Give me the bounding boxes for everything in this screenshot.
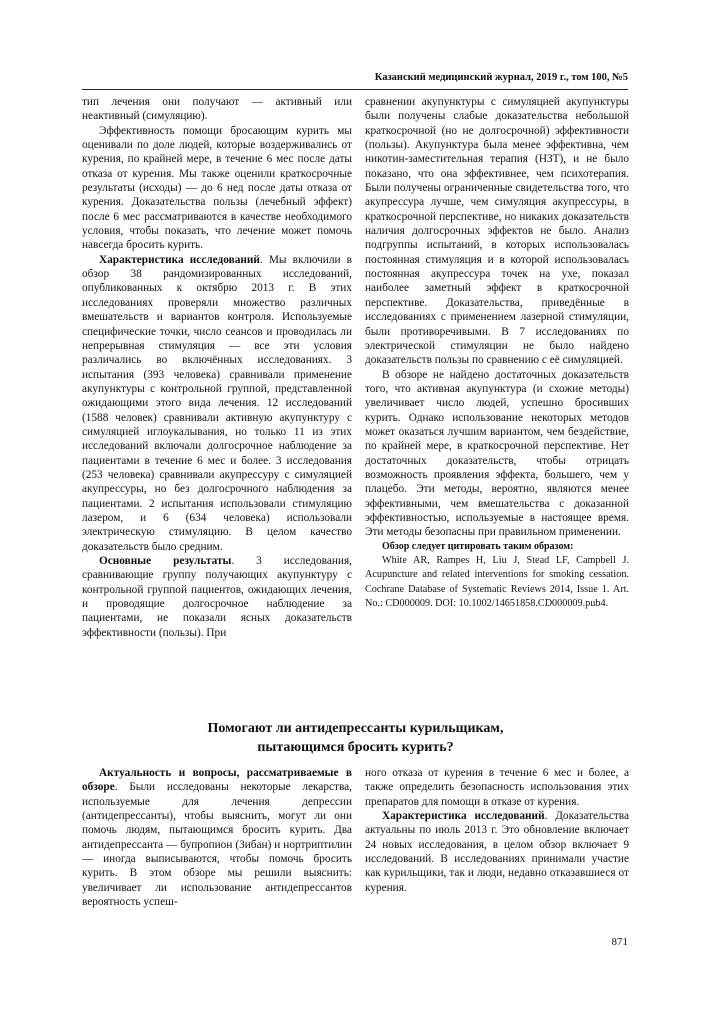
paragraph: сравнении акупунктуры с симуляцией акупунктуры были получены слабые доказательства небольшой краткосрочной (но не долгосрочной) эффективности (пользы). Акупунктура была менее эффективна, чем никотин-заместительная терапия (НЗТ), и не было показано, что она эффективнее, чем психотерапия. Были получены ограниченные свидетельства того, что акупрессура лучше, чем симуляция акупрессуры, в краткосрочной перспективе, но никаких доказательств наличия долгосрочных эффектов не было. Анализ подгруппы испытаний, в которых использовалась постоянная стимуляция и в которой использовалась постоянная акупрессура точек на ухе, показал наиболее заметный эффект в краткосрочной перспективе. Доказательства, приведённые в исследованиях с применением лазерной стимуляции, были противоречивыми. В 7 исследованиях по электрической стимуляции не было найдено доказательств пользы по сравнению с её симуляцией. [365,96,629,367]
paragraph [82,766,352,909]
paragraph: В обзоре не найдено достаточных доказательств того, что активная акупунктура (и схожие методы) увеличивает число людей, успешно бросивших курить. Однако использование некоторых методов может оказаться лучшим вариантом, чем бездействие, по крайней мере, в краткосрочной перспективе. Нет достаточных доказательств, чтобы отрицать возможность проявления эффекта, большего, чем у плацебо. Эти методы, вероятно, являются менее эффективными, чем вмешательства с доказанной эффективностью, используемые в настоящее время. Эти методы безопасны при правильном применении. [365,368,629,539]
citation-heading [365,540,629,554]
paragraph-text: . Мы включили в обзор 38 рандомизированных исследований, опубликованных к октябрю 2013 г. В этих исследованиях проверяли множество различных вмешательств и вариантов контроля. Используемые специфические точки, число сеансов и проводилась ли непрерывная стимуляция — все эти условия различались во включённых исследованиях. 3 испытания (393 человека) сравнивали применение акупунктуры с контрольной группой, представленной ожидающими этого вида лечения. 12 исследований (1588 человек) сравнивали активную акупунктуру с симуляцией иглоукалывания, но только 11 из этих исследований включали долгосрочное наблюдение за пациентами в течение 6 мес и более. 3 исследования (253 человека) сравнивали акупрессуру с симуляцией акупрессуры, но без долгосрочного наблюдения за пациентами. 2 испытания использовали стимуляцию лазером, и 6 (634 человека) использовали электрическую стимуляцию. В целом качество доказательств было средним. [82,253,352,553]
citation-text: White AR, Rampes H, Liu J, Stead LF, Campbell J. Acupuncture and related interventions for smoking cessation. Cochrane Database of Systematic Reviews 2014, Issue 1. Art. No.: CD000009. DOI: 10.1002/14651858.CD000009.pub4. [365,555,629,610]
paragraph-text: . Доказательства актуальны по июль 2013 г. Это обновление включает 24 новых исследования, в целом обзор включает 9 исследований. В исследованиях принимали участие как курильщики, так и люди, недавно отказавшиеся от курения. [365,810,629,894]
citation-heading-text: Обзор следует цитировать таким образом [382,540,571,552]
column-right-top [365,95,629,611]
paragraph-lead: Характеристика исследований [99,253,260,266]
paragraph-text: . Были исследованы некоторые лекарства, используемые для лечения депрессии (антидепрессанты), чтобы выяснить, могут ли они помочь людям, пытающимся бросить курить. Два антидепрессанта — бупропион (Зибан) и нортриптилин — иногда выписываются, чтобы помочь бросить курить. В этом обзоре мы решили выяснить: увеличивает ли использование антидепрессантов вероятность успеш- [82,781,352,909]
paragraph [365,809,629,895]
header-rule [82,89,628,90]
paragraph-lead: Актуальность и вопросы, рассматриваемые в обзоре [82,767,352,794]
page-number: 871 [611,936,628,948]
paragraph: ного отказа от курения в течение 6 мес и более, а также определить безопасность использования этих препаратов для помощи в отказе от курения. [365,767,629,808]
paragraph: Эффективность помощи бросающим курить мы оценивали по доле людей, которые воздерживались от курения, по крайней мере, в течение 6 мес после даты отказа от курения. Мы также оценили краткосрочные результаты (исходы) — до 6 нед после даты отказа от курения. Доказательства пользы (лечебный эффект) после 6 мес рассматриваются в качестве необходимого условия, чтобы показать, что лечение может помочь навсегда бросить курить. [82,124,352,252]
section-title-line: Помогают ли антидепрессанты курильщикам, [207,721,504,736]
column-left-top [82,95,352,640]
column-right-bottom [365,766,629,895]
paragraph-lead: Основные результаты [99,555,232,567]
section-title-line: пытающимся бросить курить? [257,740,454,755]
paragraph: тип лечения они получают — активный или неактивный (симуляцию). [82,96,352,123]
column-left-bottom [82,766,352,909]
section-title [82,719,629,757]
paragraph [82,554,352,640]
paragraph-lead: Характеристика исследований [382,810,545,823]
paragraph-text: . 3 исследования, сравнивающие группу получающих акупунктуру с контрольной группой пациентов, ожидающих лечения, и проводящие долгосрочное наблюдение за пациентами, не показали ясных доказательств эффективности (пользы). При [82,555,352,639]
citation-heading-colon: : [570,540,574,552]
running-header: Казанский медицинский журнал, 2019 г., том 100, №5 [374,72,628,83]
paragraph [82,253,352,554]
